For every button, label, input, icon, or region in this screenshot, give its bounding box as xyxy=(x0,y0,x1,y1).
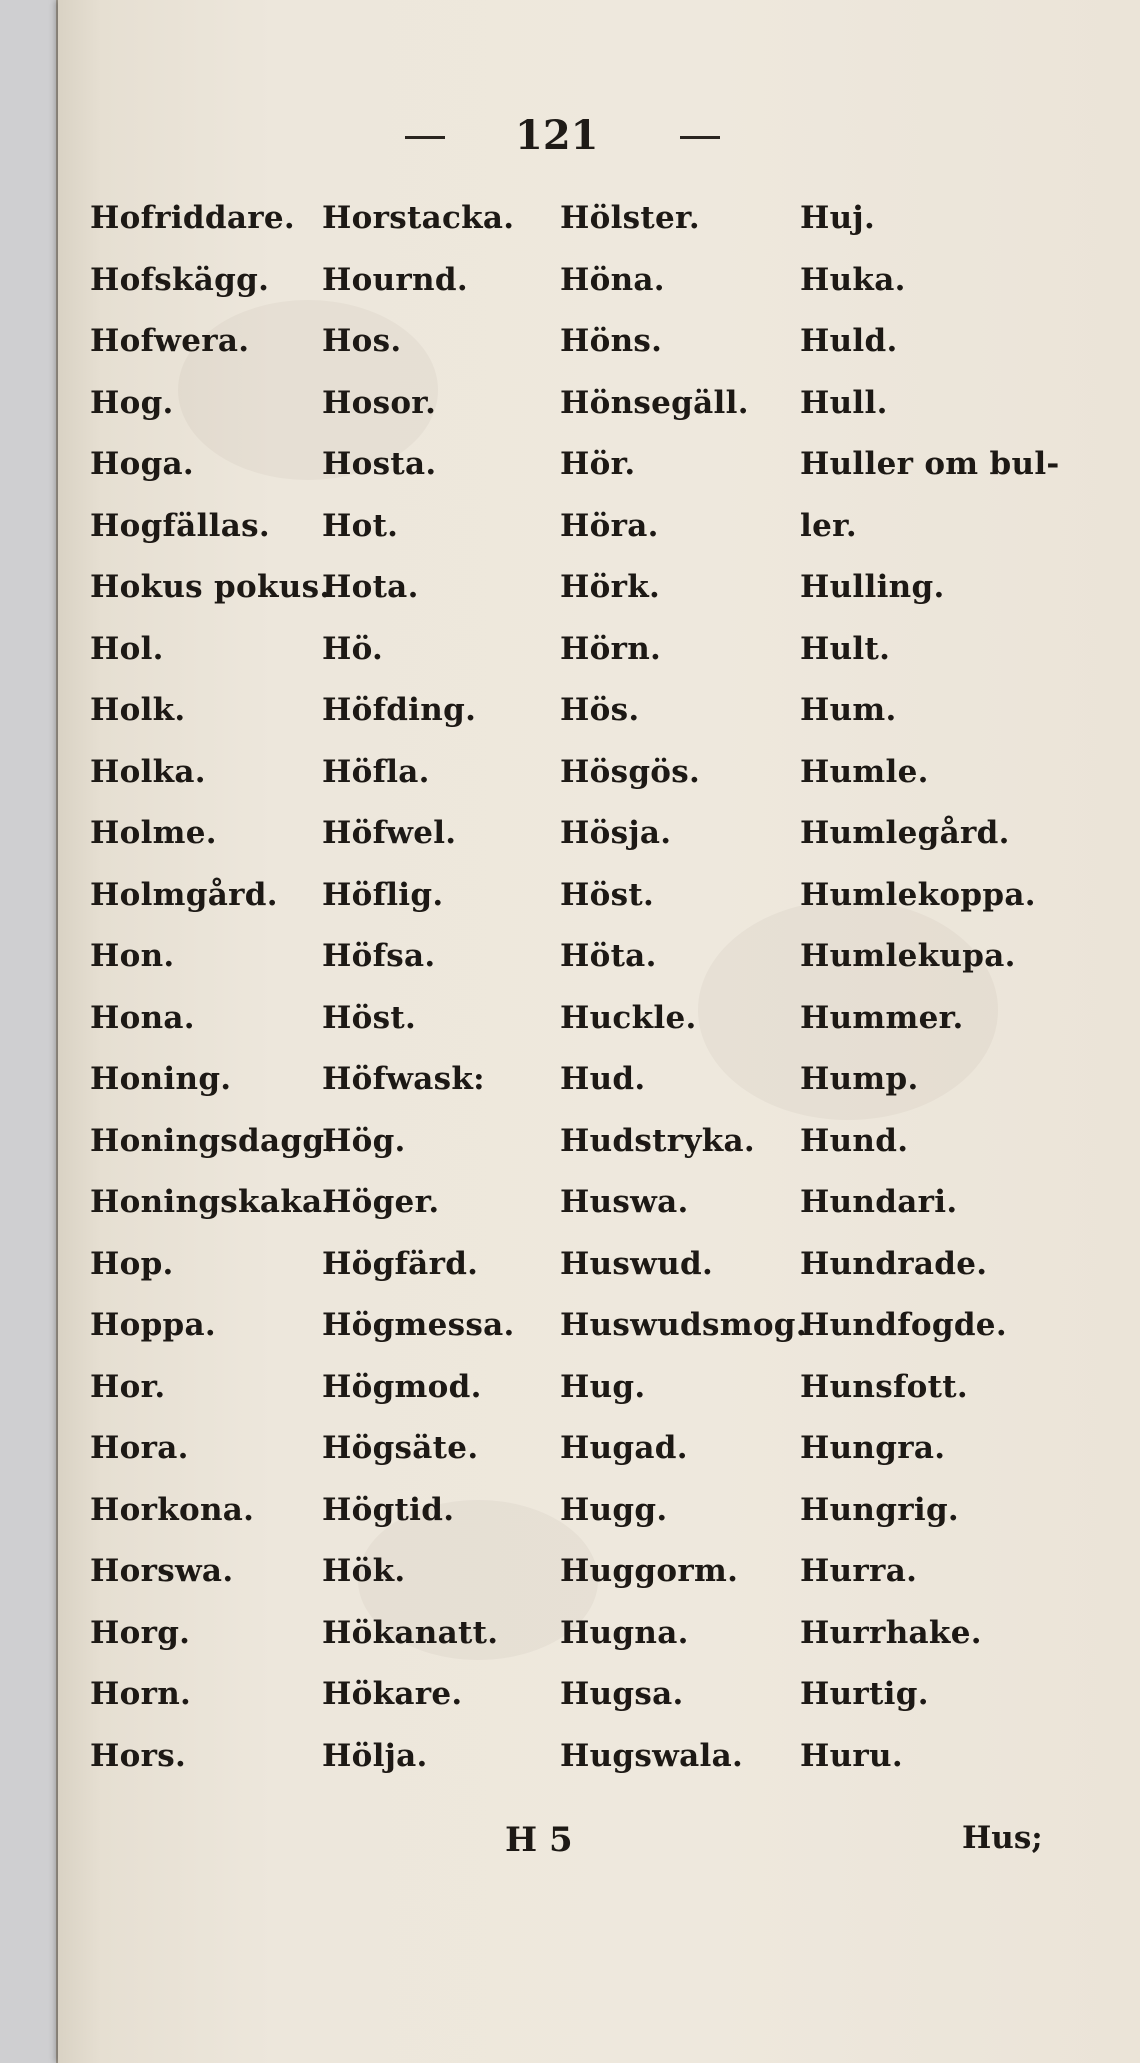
word-entry: Höger. xyxy=(322,1184,440,1220)
word-entry: Hög. xyxy=(322,1122,406,1159)
word-entry: Horg. xyxy=(90,1614,191,1651)
word-column-4 xyxy=(800,188,1060,1787)
word-entry: Honingsdagg. xyxy=(90,1122,336,1159)
word-entry: Hofskägg. xyxy=(90,261,270,298)
word-entry: Hor. xyxy=(90,1368,166,1405)
word-column-1 xyxy=(90,188,336,1787)
word-entry: Hugsa. xyxy=(560,1676,684,1712)
page-footer xyxy=(0,1820,1140,1870)
word-column-3 xyxy=(560,188,807,1787)
word-entry: Höfwel. xyxy=(322,815,457,851)
header-dash-right xyxy=(680,136,720,139)
header-dash-left xyxy=(405,136,445,139)
word-entry: Höst. xyxy=(560,876,655,913)
word-entry: Huswud. xyxy=(560,1245,714,1282)
word-entry: Högsäte. xyxy=(322,1430,479,1466)
word-entry: Hogfällas. xyxy=(90,507,270,544)
word-entry: Hurrhake. xyxy=(800,1614,982,1651)
word-entry: ler. xyxy=(800,507,857,544)
word-entry: Huckle. xyxy=(560,999,697,1036)
word-entry: Hol. xyxy=(90,630,164,667)
word-entry: Hokus pokus. xyxy=(90,569,331,605)
word-entry: Hök. xyxy=(322,1553,406,1589)
word-entry: Hoppa. xyxy=(90,1307,216,1343)
word-entry: Höns. xyxy=(560,323,663,359)
word-entry: Huswudsmog. xyxy=(560,1307,807,1343)
word-entry: Horstacka. xyxy=(322,200,515,236)
word-entry: Hungra. xyxy=(800,1430,946,1466)
word-entry: Holme. xyxy=(90,815,217,851)
word-entry: Holmgård. xyxy=(90,876,278,913)
word-entry: Humlekupa. xyxy=(800,938,1016,974)
word-entry: Hund. xyxy=(800,1122,909,1159)
word-entry: Hurra. xyxy=(800,1553,918,1589)
word-entry: Hundfogde. xyxy=(800,1307,1007,1343)
word-entry: Höflig. xyxy=(322,876,444,913)
word-entry: Humlegård. xyxy=(800,815,1010,851)
word-entry: Hugswala. xyxy=(560,1737,744,1774)
word-entry: Hölster. xyxy=(560,200,700,236)
word-entry: Hump. xyxy=(800,1061,919,1097)
word-entry: Hud. xyxy=(560,1061,646,1097)
word-entry: Hökare. xyxy=(322,1676,463,1712)
word-entry: Hunsfott. xyxy=(800,1368,968,1405)
word-entry: Hörk. xyxy=(560,569,661,605)
word-entry: Hoga. xyxy=(90,446,195,482)
word-entry: Hosta. xyxy=(322,446,437,482)
word-entry: Hugg. xyxy=(560,1491,668,1528)
word-entry: Hös. xyxy=(560,692,640,728)
page-header xyxy=(0,112,1140,162)
word-entry: Höfwask: xyxy=(322,1061,485,1097)
word-entry: Höfla. xyxy=(322,753,430,790)
word-entry: Hurtig. xyxy=(800,1676,929,1712)
word-entry: Hundari. xyxy=(800,1184,958,1220)
catchword: Hus; xyxy=(962,1820,1043,1856)
word-entry: Hora. xyxy=(90,1430,189,1466)
word-entry: Hulling. xyxy=(800,569,945,605)
word-entry: Hofriddare. xyxy=(90,200,295,236)
word-entry: Högtid. xyxy=(322,1491,455,1528)
word-entry: Humlekoppa. xyxy=(800,876,1036,913)
page-number: 121 xyxy=(515,112,599,159)
word-entry: Hop. xyxy=(90,1245,174,1282)
word-entry: Hösja. xyxy=(560,815,672,851)
word-entry: Hugad. xyxy=(560,1430,688,1466)
word-entry: Högmessa. xyxy=(322,1307,515,1343)
word-entry: Hos. xyxy=(322,323,402,359)
word-entry: Hog. xyxy=(90,384,174,421)
word-entry: Hot. xyxy=(322,507,399,544)
word-entry: Huj. xyxy=(800,200,876,236)
word-entry: Huru. xyxy=(800,1737,903,1774)
word-entry: Hösgös. xyxy=(560,753,701,790)
word-column-2 xyxy=(322,188,562,1787)
word-entry: Hugna. xyxy=(560,1614,689,1651)
word-entry: Hull. xyxy=(800,384,888,421)
word-entry: Hona. xyxy=(90,999,195,1036)
word-entry: Horn. xyxy=(90,1676,192,1712)
word-entry: Hum. xyxy=(800,692,897,728)
word-entry: Högmod. xyxy=(322,1368,482,1405)
word-entry: Höst. xyxy=(322,999,417,1036)
word-entry: Hournd. xyxy=(322,261,468,298)
word-entry: Horswa. xyxy=(90,1553,234,1589)
word-entry: Huld. xyxy=(800,323,898,359)
word-entry: Hudstryka. xyxy=(560,1122,755,1159)
word-entry: Hönsegäll. xyxy=(560,384,749,421)
word-list xyxy=(90,188,1070,1808)
word-entry: Honingskaka. xyxy=(90,1184,334,1220)
word-entry: Humle. xyxy=(800,753,929,790)
word-entry: Huggorm. xyxy=(560,1553,739,1589)
word-entry: Hummer. xyxy=(800,999,964,1036)
word-entry: Hör. xyxy=(560,446,636,482)
word-entry: Högfärd. xyxy=(322,1245,479,1282)
word-entry: Hofwera. xyxy=(90,323,250,359)
word-entry: Hug. xyxy=(560,1368,646,1405)
word-entry: Hundrade. xyxy=(800,1245,988,1282)
word-entry: Hult. xyxy=(800,630,891,667)
word-entry: Hon. xyxy=(90,938,175,974)
word-entry: Hölja. xyxy=(322,1737,428,1774)
word-entry: Honing. xyxy=(90,1061,232,1097)
printer-signature: H 5 xyxy=(505,1820,573,1860)
word-entry: Huka. xyxy=(800,261,906,298)
word-entry: Huswa. xyxy=(560,1184,689,1220)
word-entry: Höfding. xyxy=(322,692,477,728)
word-entry: Hosor. xyxy=(322,384,437,421)
word-entry: Hö. xyxy=(322,630,384,667)
word-entry: Hörn. xyxy=(560,630,662,667)
word-entry: Holka. xyxy=(90,753,206,790)
word-entry: Huller om bul- xyxy=(800,446,1060,482)
word-entry: Höta. xyxy=(560,938,657,974)
word-entry: Hors. xyxy=(90,1737,187,1774)
word-entry: Hökanatt. xyxy=(322,1614,499,1651)
word-entry: Hota. xyxy=(322,569,419,605)
word-entry: Horkona. xyxy=(90,1491,255,1528)
word-entry: Höra. xyxy=(560,507,659,544)
word-entry: Hungrig. xyxy=(800,1491,960,1528)
word-entry: Holk. xyxy=(90,692,186,728)
word-entry: Höfsa. xyxy=(322,938,436,974)
word-entry: Höna. xyxy=(560,261,665,298)
